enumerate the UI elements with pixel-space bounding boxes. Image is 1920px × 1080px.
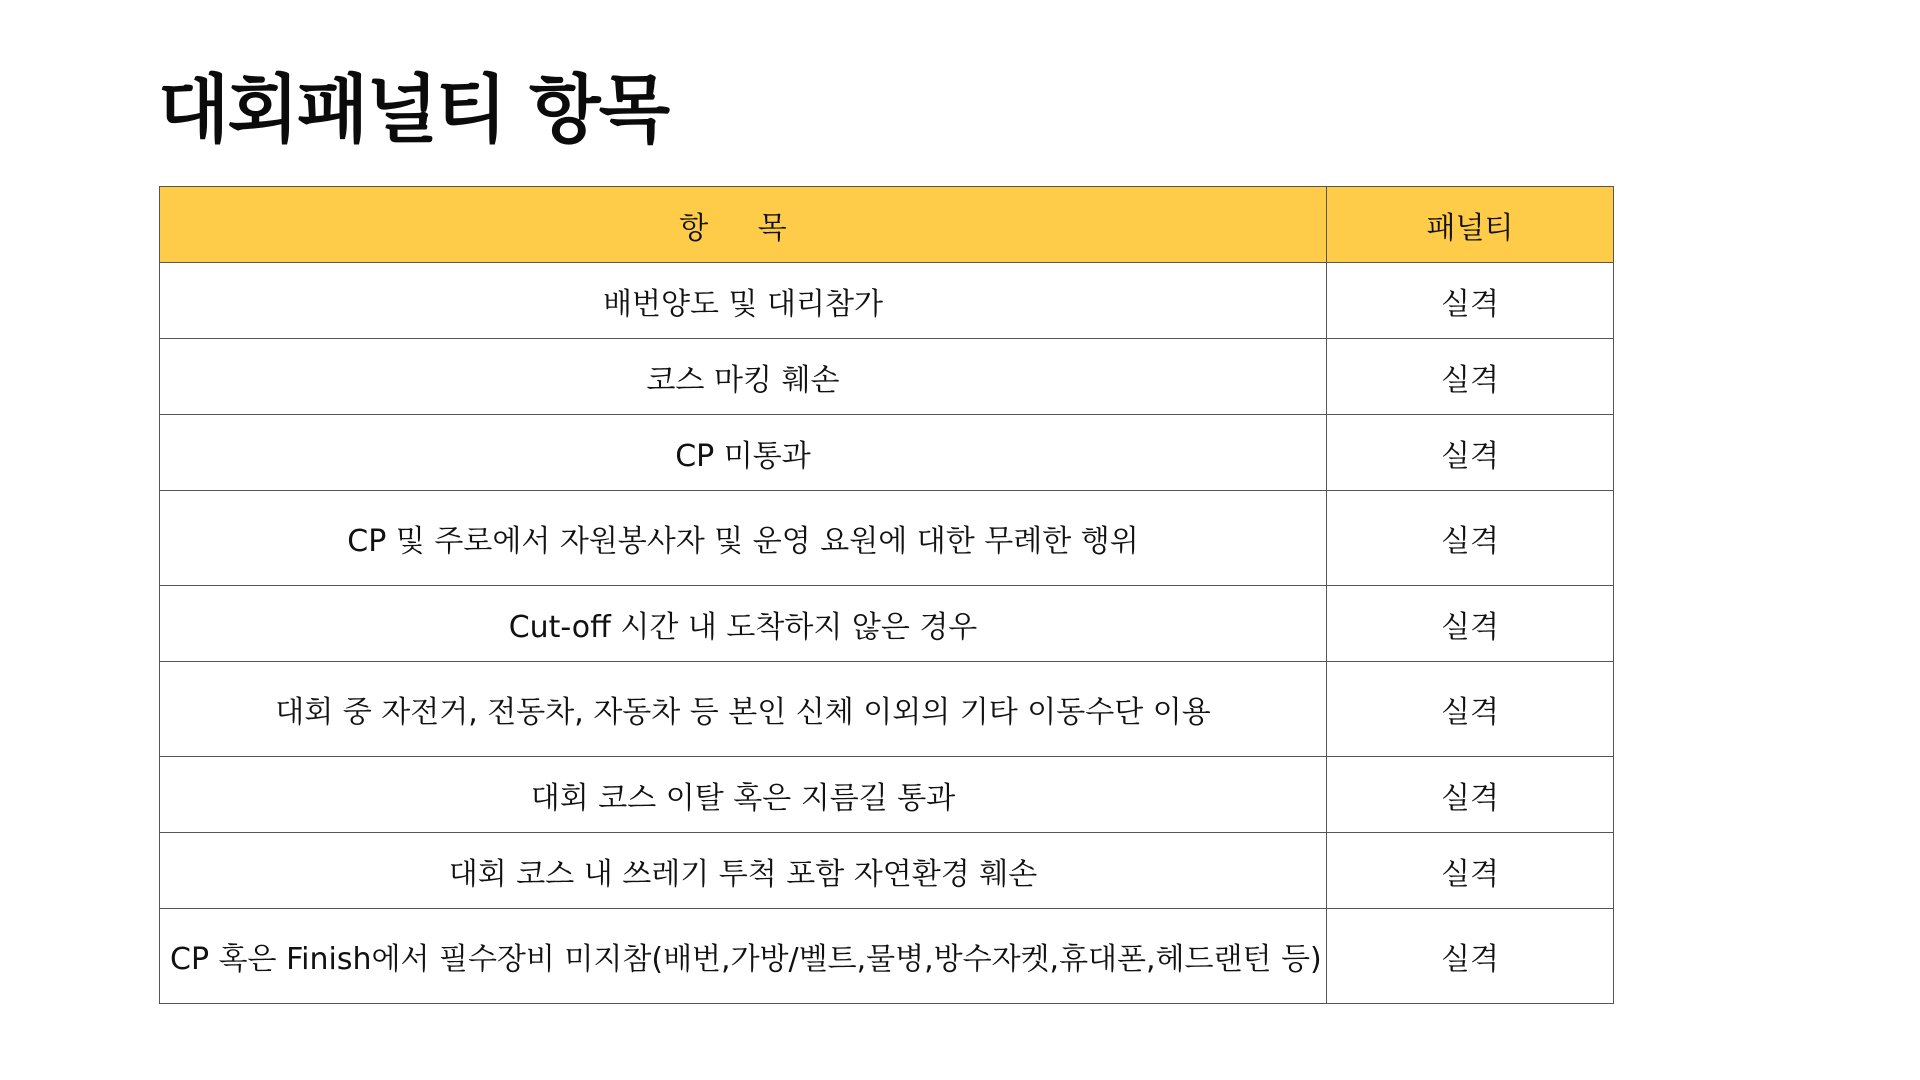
row-penalty-cell: 실격 [1327, 339, 1614, 415]
row-item-cell: 코스 마킹 훼손 [160, 339, 1327, 415]
column-header-item: 항 목 [160, 187, 1327, 263]
row-item-cell: CP 혹은 Finish에서 필수장비 미지참(배번,가방/벨트,물병,방수자켓,휴대폰,헤드랜턴 등) [160, 909, 1327, 1004]
row-item-cell: 대회 중 자전거, 전동차, 자동차 등 본인 신체 이외의 기타 이동수단 이용 [160, 662, 1327, 757]
row-penalty-cell: 실격 [1327, 662, 1614, 757]
table-row [160, 339, 1614, 415]
penalty-table [159, 186, 1614, 1004]
table-row [160, 909, 1614, 1004]
table-row [160, 415, 1614, 491]
row-item-cell: CP 및 주로에서 자원봉사자 및 운영 요원에 대한 무례한 행위 [160, 491, 1327, 586]
row-item-cell: 대회 코스 내 쓰레기 투척 포함 자연환경 훼손 [160, 833, 1327, 909]
row-penalty-cell: 실격 [1327, 757, 1614, 833]
row-penalty-cell: 실격 [1327, 833, 1614, 909]
table-row [160, 757, 1614, 833]
table-row [160, 833, 1614, 909]
table-row [160, 491, 1614, 586]
row-penalty-cell: 실격 [1327, 491, 1614, 586]
column-header-penalty: 패널티 [1327, 187, 1614, 263]
row-penalty-cell: 실격 [1327, 415, 1614, 491]
row-item-cell: 대회 코스 이탈 혹은 지름길 통과 [160, 757, 1327, 833]
row-penalty-cell: 실격 [1327, 909, 1614, 1004]
row-item-cell: 배번양도 및 대리참가 [160, 263, 1327, 339]
row-penalty-cell: 실격 [1327, 263, 1614, 339]
row-item-cell: CP 미통과 [160, 415, 1327, 491]
table-row [160, 263, 1614, 339]
row-item-cell: Cut-off 시간 내 도착하지 않은 경우 [160, 586, 1327, 662]
table-row [160, 586, 1614, 662]
row-penalty-cell: 실격 [1327, 586, 1614, 662]
table-header-row [160, 187, 1614, 263]
table-row [160, 662, 1614, 757]
page-title: 대회패널티 항목 [158, 67, 669, 153]
